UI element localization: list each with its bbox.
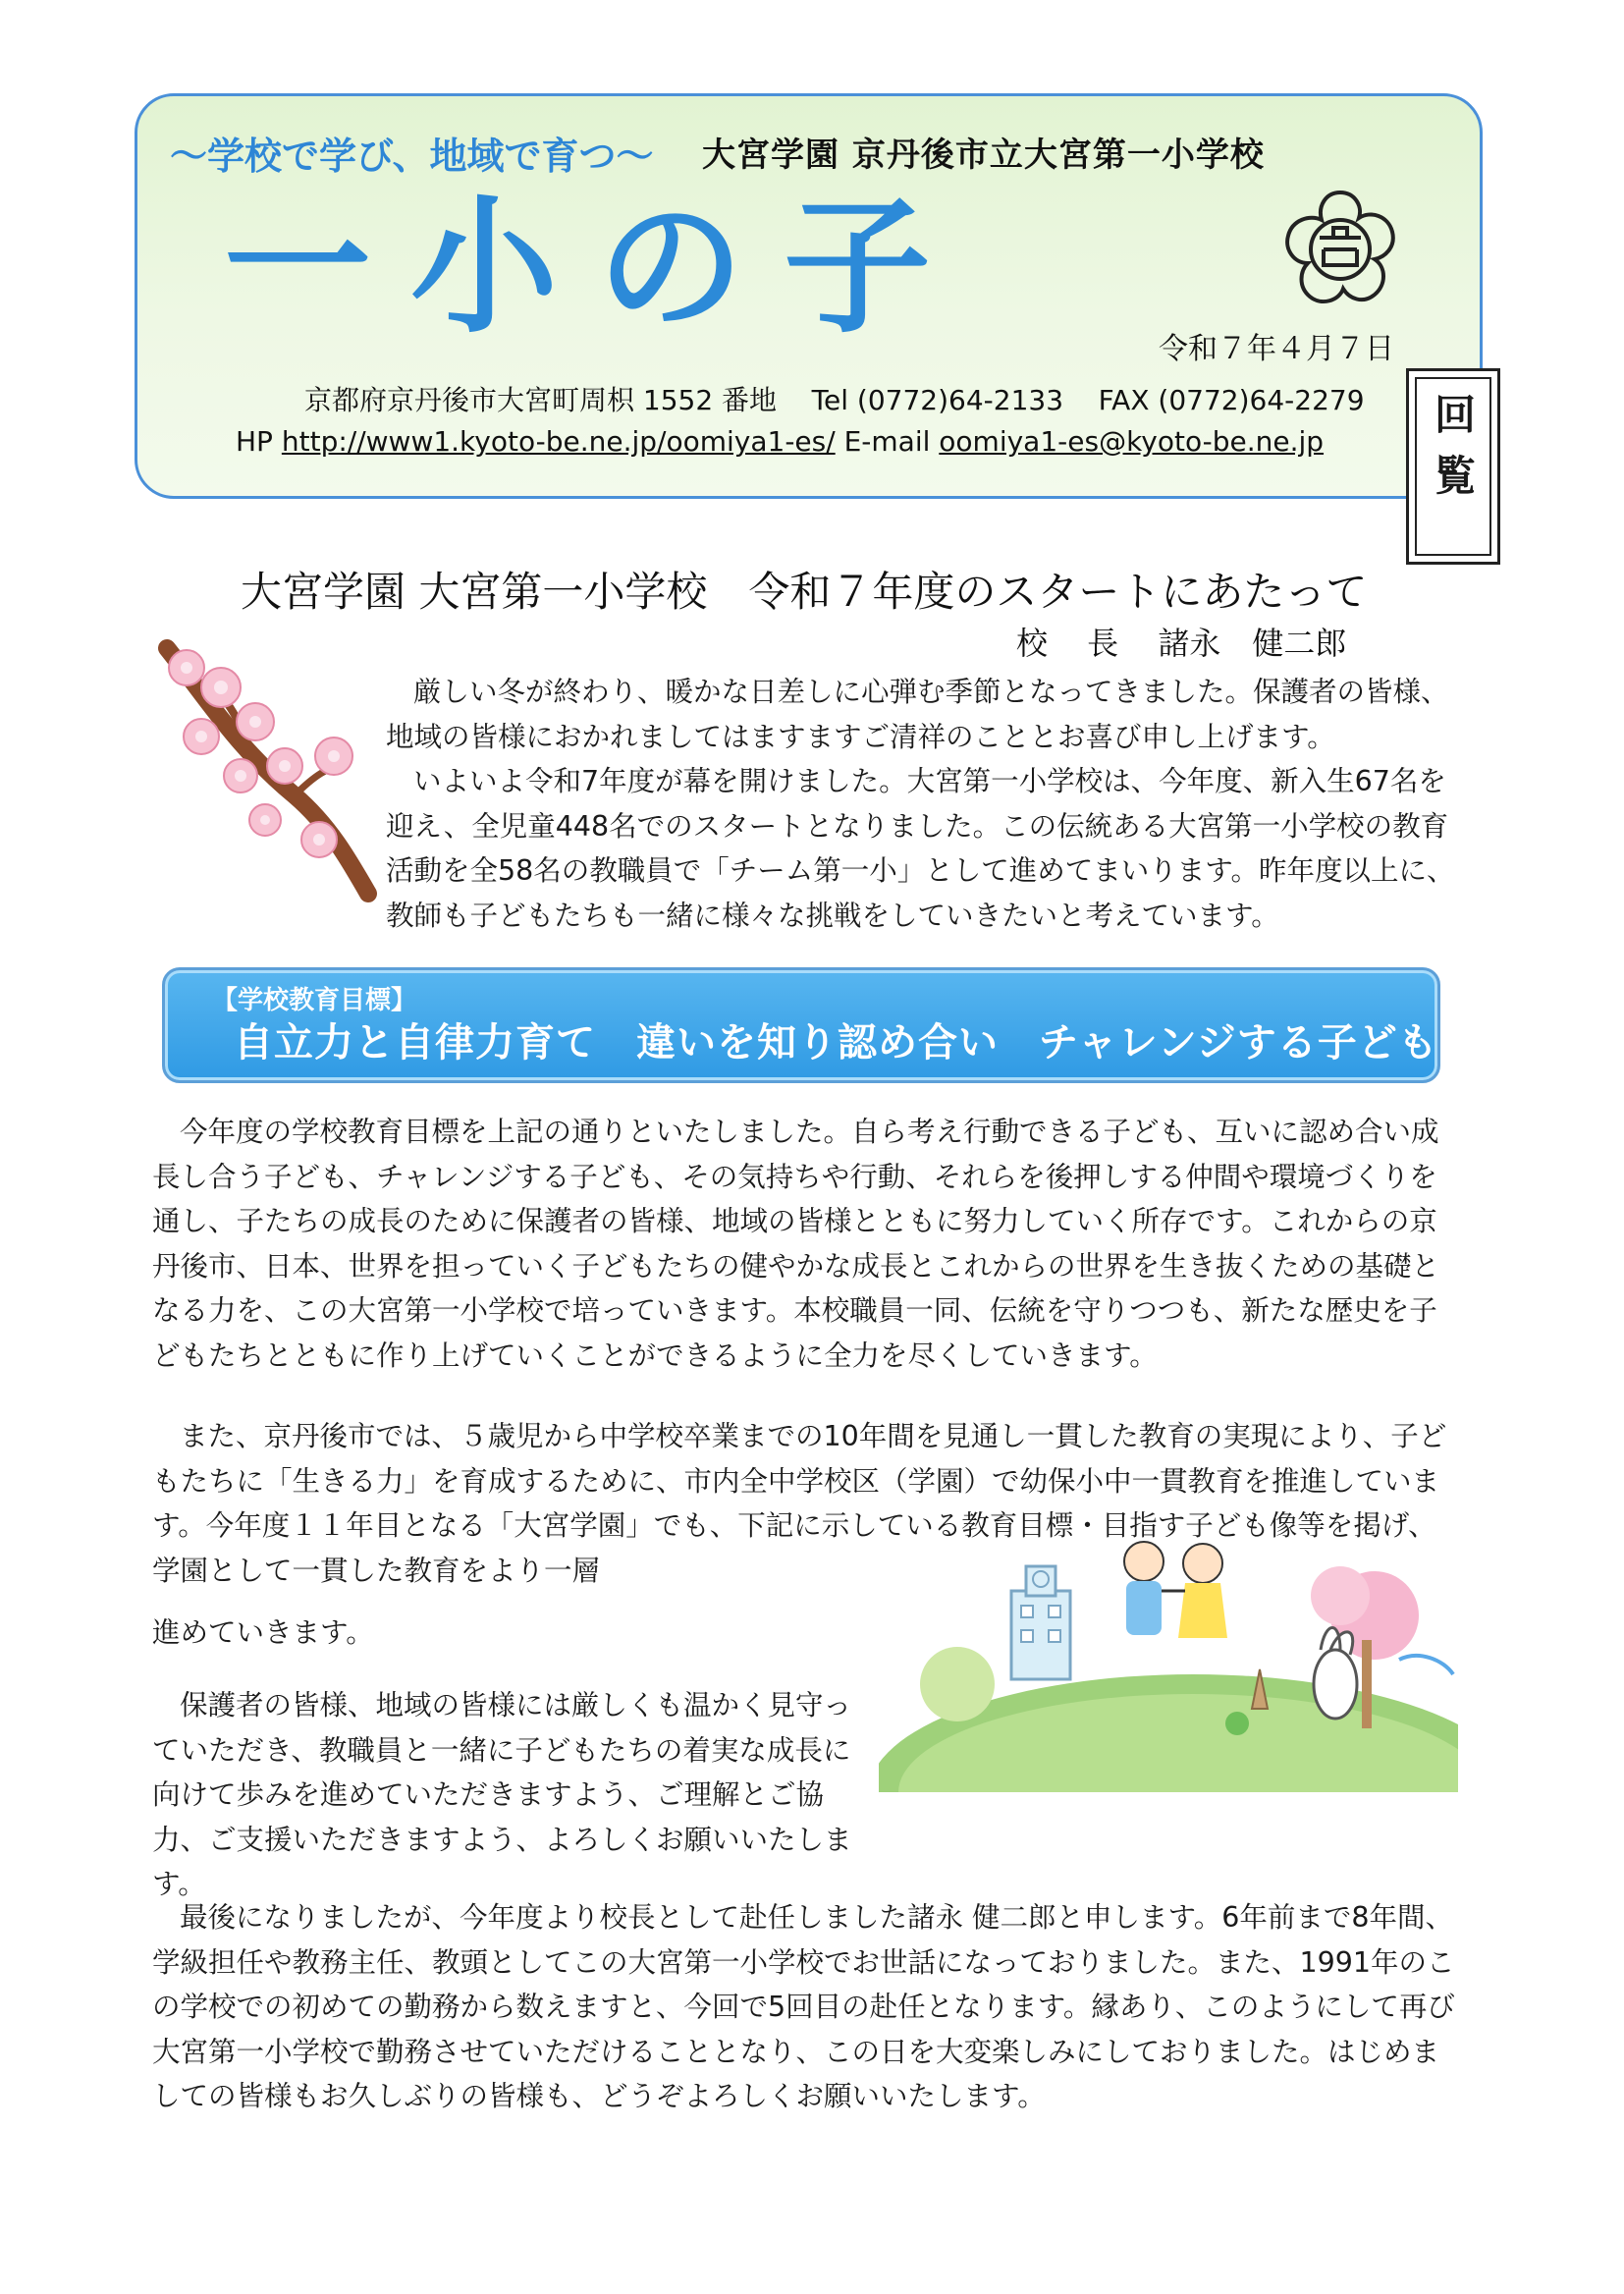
goal-paragraph: 今年度の学校教育目標を上記の通りといたしました。自ら考え行動できる子ども、互いに認め合い成長し合う子ども、チャレンジする子ども、その気持ちや行動、それらを後押しする仲間や環境づくりを通し、子たちの成長のために保護者の皆様、地域の皆様とともに努力していく所存です。これからの京丹後市、日本、世界を担っていく子どもたちの健やかな成長とこれからの世界を生き抜くための基礎となる力を、この大宮第一小学校で培っていきます。本校職員一同、伝統を守りつつも、新たな歴史を子どもたちとともに作り上げていくことができるように全力を尽くしていきます。 <box>152 1116 1440 1372</box>
article-heading: 大宮学園 大宮第一小学校 令和７年度のスタートにあたって <box>241 568 1368 616</box>
masthead <box>135 93 1483 499</box>
email-label: E-mail <box>843 425 931 458</box>
support-paragraph: 保護者の皆様、地域の皆様には厳しくも温かく見守っていただき、教職員と一緒に子どもたちの着実な成長に向けて歩みを進めていただきますよう、ご理解とご協力、ご支援いただきますよう、よろしくお願いいたします。 <box>152 1689 852 1900</box>
goal-text: 自立力と自律力育て 違いを知り認め合い チャレンジする子どもの育成 <box>234 1020 1559 1065</box>
newsletter-title: 一小の子 <box>224 183 971 354</box>
school-goal-banner <box>162 967 1559 1083</box>
email-link[interactable]: oomiya1-es@kyoto-be.ne.jp <box>939 425 1325 458</box>
school-emblem-icon <box>1276 185 1404 312</box>
hp-label: HP <box>236 425 273 458</box>
address: 京都府京丹後市大宮町周枳 1552 番地 <box>304 384 778 416</box>
sakura-branch-illustration-icon <box>147 628 383 903</box>
intro-paragraph <box>386 670 1461 938</box>
gakuen-paragraph: また、京丹後市では、５歳児から中学校卒業までの10年間を見通し一貫した教育の実現により、子どもたちに「生きる力」を育成するために、市内全中学校区（学園）で幼保小中一貫教育を推進しています。今年度１１年目となる「大宮学園」でも、下記に示している教育目標・目指す子ども像等を掲げ、学園として一貫した教育をより一層 <box>152 1420 1447 1587</box>
children-on-hill-illustration-icon <box>879 1522 1458 1792</box>
address-line <box>304 379 1365 418</box>
hp-link[interactable]: http://www1.kyoto-be.ne.jp/oomiya1-es/ <box>281 425 836 458</box>
circulation-box <box>1406 368 1500 565</box>
contact-line <box>236 425 1324 458</box>
goal-label: 【学校教育目標】 <box>212 986 417 1015</box>
school-name: 大宮学園 京丹後市立大宮第一小学校 <box>702 136 1265 175</box>
principal-title: 校 長 <box>1016 625 1119 662</box>
issue-date: 令和７年４月７日 <box>1159 332 1394 366</box>
fax: FAX (0772)64-2279 <box>1098 384 1365 416</box>
slogan: 〜学校で学び、地域で育つ〜 <box>170 135 654 178</box>
principal-line <box>1016 619 1346 664</box>
closing-paragraph: 最後になりましたが、今年度より校長として赴任しました諸永 健二郎と申します。6年前まで8年間、学級担任や教務主任、教頭としてこの大宮第一小学校でお世話になっておりました。また、1991年のこの学校での初めての勤務から数えますと、今回で5回目の赴任となります。縁あり、このようにして再び大宮第一小学校で勤務させていただけることとなり、この日を大変楽しみにしておりました。はじめましての皆様もお久しぶりの皆様も、どうぞよろしくお願いいたします。 <box>152 1901 1455 2112</box>
intro-text-2: いよいよ令和7年度が幕を開けました。大宮第一小学校は、今年度、新入生67名を迎え、全児童448名でのスタートとなりました。この伝統ある大宮第一小学校の教育活動を全58名の教職員で「チーム第一小」として進めてまいります。昨年度以上に、教師も子どもたちも一緒に様々な挑戦をしていきたいと考えています。 <box>386 765 1455 932</box>
principal-name: 諸永 健二郎 <box>1158 625 1347 662</box>
intro-text-1: 厳しい冬が終わり、暖かな日差しに心弾む季節となってきました。保護者の皆様、地域の皆様におかれましてはますますご清祥のこととお喜び申し上げます。 <box>386 676 1449 753</box>
circulation-label: 回覧 <box>1429 393 1477 515</box>
gakuen-paragraph-end: 進めていきます。 <box>152 1616 374 1649</box>
tel: Tel (0772)64-2133 <box>811 384 1064 416</box>
